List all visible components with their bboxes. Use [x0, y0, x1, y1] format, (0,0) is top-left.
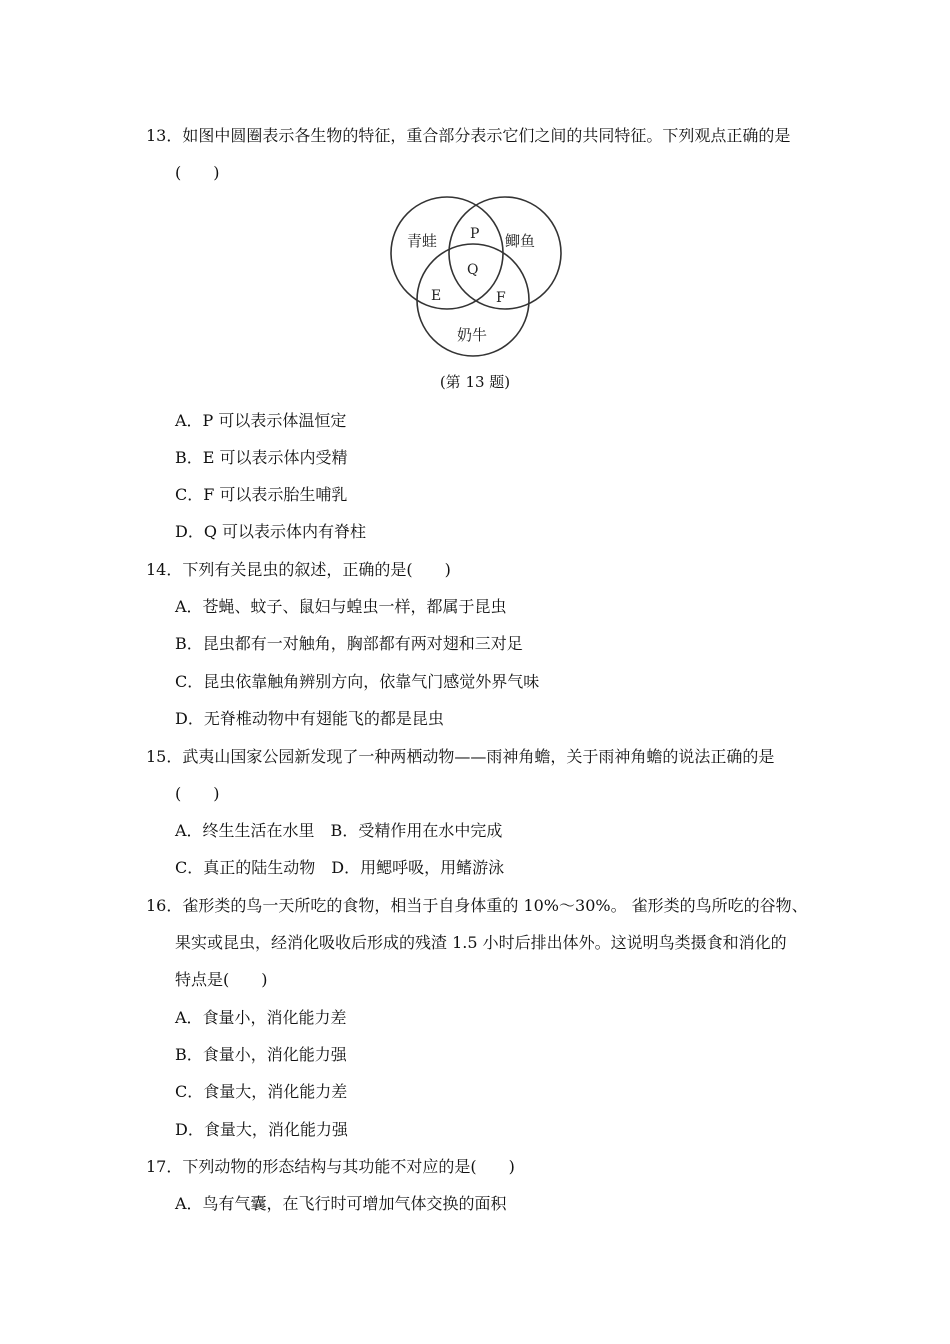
- label-cow: 奶牛: [457, 326, 488, 344]
- label-crucian-carp: 鲫鱼: [505, 232, 536, 250]
- venn-diagram: [385, 196, 565, 361]
- option-17-a: A．鸟有气囊，在飞行时可增加气体交换的面积: [175, 1194, 507, 1213]
- region-e: E: [431, 288, 442, 304]
- option-16-d: D．食量大，消化能力强: [175, 1120, 348, 1139]
- label-frog: 青蛙: [407, 232, 438, 250]
- diagram-caption: (第 13 题): [439, 373, 511, 391]
- question-16-stem: 16．雀形类的鸟一天所吃的食物，相当于自身体重的 10%～30%。 雀形类的鸟所吃的谷物、: [146, 896, 808, 915]
- question-16-stem-line-2: 果实或昆虫，经消化吸收后形成的残渣 1.5 小时后排出体外。这说明鸟类摄食和消化的: [175, 933, 787, 952]
- option-16-b: B．食量小，消化能力强: [175, 1045, 347, 1064]
- question-16-stem-line-3: 特点是( ): [175, 970, 268, 989]
- option-13-d: D．Q 可以表示体内有脊柱: [175, 522, 367, 541]
- option-14-a: A．苍蝇、蚊子、鼠妇与蝗虫一样，都属于昆虫: [175, 597, 507, 616]
- option-14-c: C．昆虫依靠触角辨别方向，依靠气门感觉外界气味: [175, 672, 540, 691]
- question-17-stem: 17．下列动物的形态结构与其功能不对应的是( ): [146, 1157, 515, 1176]
- region-q: Q: [467, 262, 479, 278]
- question-13-blank: ( ): [175, 163, 220, 182]
- option-16-a: A．食量小，消化能力差: [175, 1008, 347, 1027]
- option-15-ab: A．终生生活在水里 B．受精作用在水中完成: [175, 821, 503, 840]
- question-13-stem: 13．如图中圆圈表示各生物的特征，重合部分表示它们之间的共同特征。下列观点正确的是: [146, 126, 791, 145]
- option-14-b: B．昆虫都有一对触角，胸部都有两对翅和三对足: [175, 634, 523, 653]
- question-15-stem: 15．武夷山国家公园新发现了一种两栖动物——雨神角蟾，关于雨神角蟾的说法正确的是: [146, 747, 775, 766]
- option-15-cd: C．真正的陆生动物 D．用鳃呼吸，用鳍游泳: [175, 858, 505, 877]
- option-16-c: C．食量大，消化能力差: [175, 1082, 348, 1101]
- option-13-c: C．F 可以表示胎生哺乳: [175, 485, 348, 504]
- region-p: P: [470, 226, 480, 242]
- region-f: F: [496, 290, 506, 306]
- option-13-a: A．P 可以表示体温恒定: [175, 411, 347, 430]
- option-13-b: B．E 可以表示体内受精: [175, 448, 348, 467]
- question-15-blank: ( ): [175, 784, 220, 803]
- question-14-stem: 14．下列有关昆虫的叙述，正确的是( ): [146, 560, 451, 579]
- circle-frog: [391, 197, 503, 309]
- venn-diagram-svg: [385, 196, 565, 361]
- option-14-d: D．无脊椎动物中有翅能飞的都是昆虫: [175, 709, 444, 728]
